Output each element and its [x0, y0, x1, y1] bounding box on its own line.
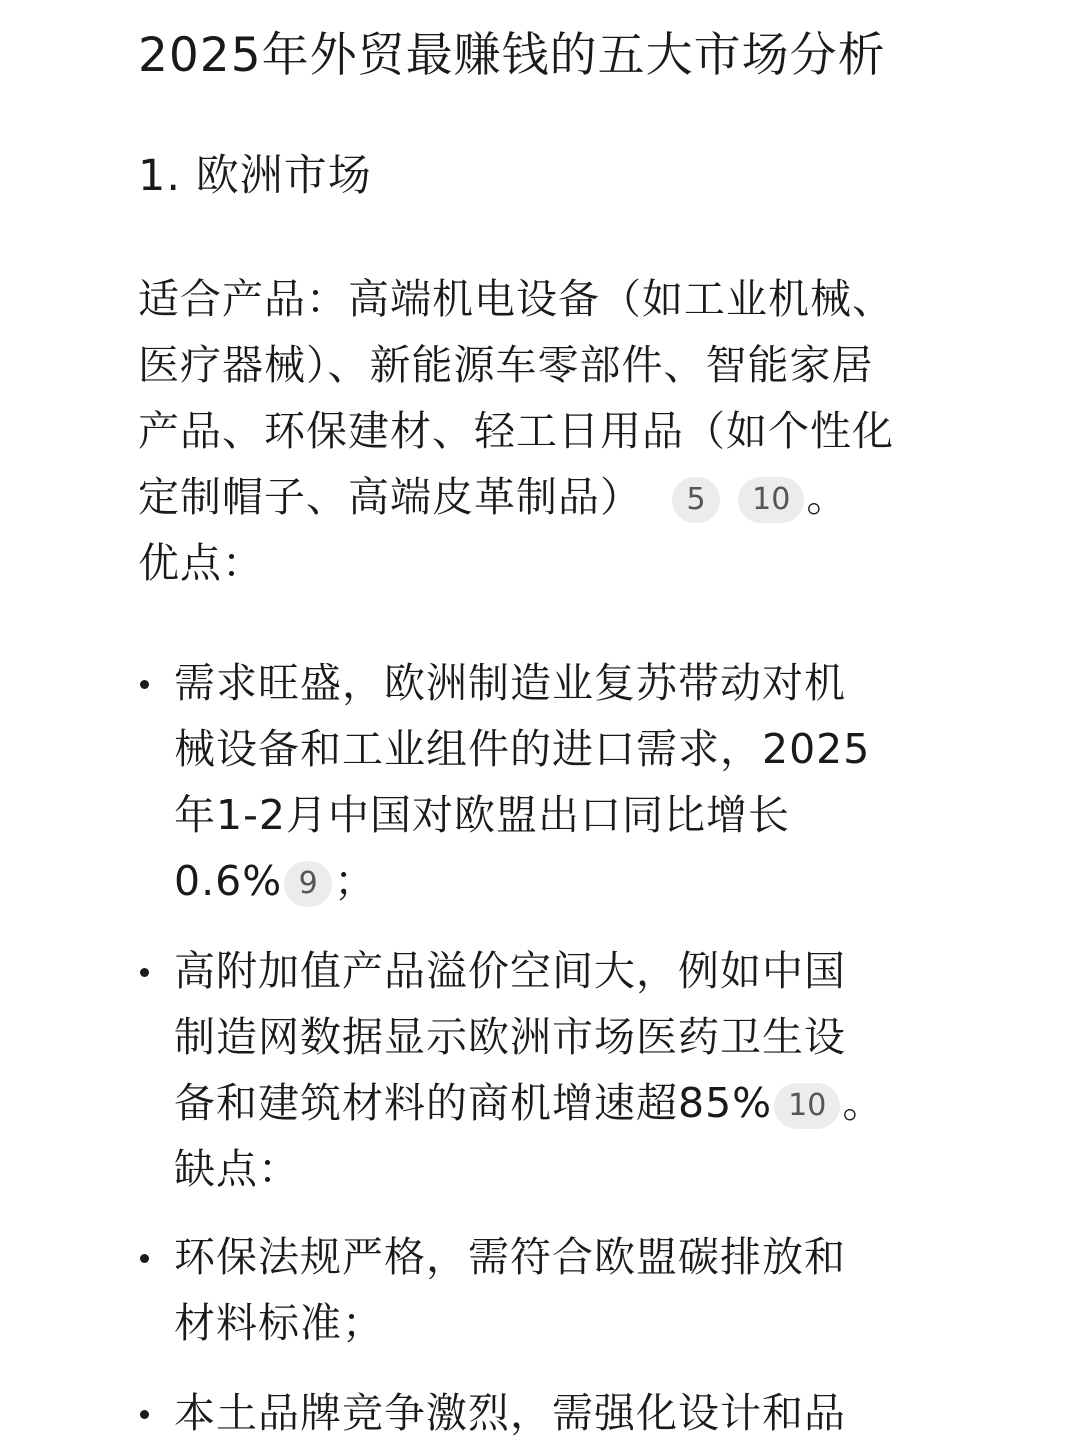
list-item-line-text: 备和建筑材料的商机增速超85% — [174, 1079, 773, 1127]
products-line: 医疗器械）、新能源车零部件、智能家居 — [138, 341, 874, 389]
products-end: 。 — [806, 473, 849, 521]
bullet-dot-icon — [140, 680, 149, 689]
products-line: 适合产品：高端机电设备（如工业机械、 — [138, 275, 894, 323]
list-item-line-text: 0.6% — [174, 857, 283, 905]
list-item-line — [174, 1070, 950, 1136]
bullet-dot-icon — [140, 968, 149, 977]
list-item-text — [174, 650, 950, 914]
products-line: 产品、环保建材、轻工日用品（如个性化 — [138, 407, 894, 455]
list-item-line: 年1-2月中国对欧盟出口同比增长 — [174, 791, 790, 839]
list-item-text — [174, 1380, 950, 1446]
citation-badge[interactable]: 9 — [284, 861, 332, 907]
list-item-line: 本土品牌竞争激烈，需强化设计和品 — [174, 1389, 846, 1437]
list-item-text — [174, 1224, 950, 1356]
list-item-line — [174, 848, 950, 914]
citation-badge[interactable]: 5 — [672, 477, 720, 523]
products-paragraph — [138, 266, 950, 530]
list-item-line: 械设备和工业组件的进口需求，2025 — [174, 725, 871, 773]
pros-label: 优点： — [138, 539, 264, 587]
page-title: 2025年外贸最赚钱的五大市场分析 — [138, 28, 886, 83]
list-item-text — [174, 938, 950, 1202]
cons-label: 缺点： — [174, 1145, 300, 1193]
products-line-text: 定制帽子、高端皮革制品） — [138, 473, 642, 521]
list-item-line: 环保法规严格，需符合欧盟碳排放和 — [174, 1233, 846, 1281]
citation-badge[interactable]: 10 — [774, 1083, 840, 1129]
bullet-dot-icon — [140, 1254, 149, 1263]
bullet-dot-icon — [140, 1410, 149, 1419]
section-heading: 1. 欧洲市场 — [138, 151, 372, 201]
products-line-last — [138, 464, 950, 530]
list-item-line: 需求旺盛，欧洲制造业复苏带动对机 — [174, 659, 846, 707]
citation-badge[interactable]: 10 — [738, 477, 804, 523]
list-item-end: ； — [334, 857, 377, 905]
list-item-line: 材料标准； — [174, 1299, 384, 1347]
list-item-line: 高附加值产品溢价空间大，例如中国 — [174, 947, 846, 995]
list-item-line: 制造网数据显示欧洲市场医药卫生设 — [174, 1013, 846, 1061]
list-item-end: 。 — [842, 1079, 885, 1127]
